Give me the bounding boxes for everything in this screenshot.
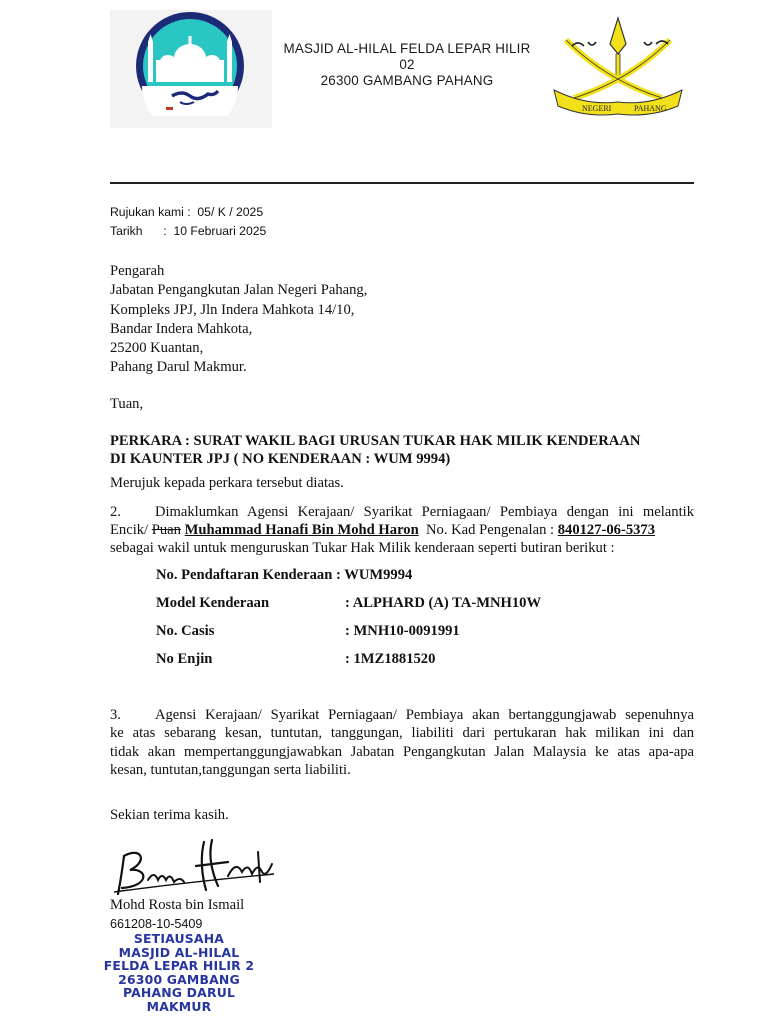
salutation: Tuan, bbox=[110, 396, 144, 412]
vehicle-model-value: : ALPHARD (A) TA-MNH10W bbox=[345, 595, 542, 611]
date-value: 10 Februari 2025 bbox=[173, 224, 267, 238]
stamp-line: 26300 GAMBANG bbox=[118, 971, 240, 987]
subject-line-1: PERKARA : SURAT WAKIL BAGI URUSAN TUKAR HAK MILIK KENDERAAN bbox=[110, 433, 641, 449]
para2-line-3: sebagai wakil untuk menguruskan Tukar Hak Milik kenderaan seperti butiran berikut : bbox=[110, 540, 615, 556]
masjid-letterhead bbox=[274, 41, 540, 89]
paragraph-3 bbox=[110, 706, 694, 779]
vehicle-model-label: Model Kenderaan bbox=[156, 595, 270, 611]
signer-name: Mohd Rosta bin Ismail bbox=[110, 897, 245, 913]
signature-graphic bbox=[108, 836, 280, 900]
stamp-line: MASJID AL-HILAL bbox=[118, 944, 240, 960]
recipient-line: Pengarah bbox=[110, 263, 165, 279]
subject bbox=[110, 432, 640, 468]
ic-number: 840127-06-5373 bbox=[557, 522, 656, 538]
closing: Sekian terima kasih. bbox=[110, 807, 229, 823]
crest-scroll-right: PAHANG bbox=[634, 104, 667, 113]
official-stamp bbox=[94, 931, 264, 1014]
recipient-line: Kompleks JPJ, Jln Indera Mahkota 14/10, bbox=[110, 301, 355, 318]
para3-line-4: kesan, tuntutan,tanggungan serta liabiliti. bbox=[110, 761, 351, 778]
masjid-logo bbox=[110, 10, 272, 128]
chassis-value: : MNH10-0091991 bbox=[345, 623, 460, 639]
recipient-line: 25200 Kuantan, bbox=[110, 340, 204, 357]
para2-number: 2. bbox=[110, 504, 121, 520]
engine-value: : 1MZ1881520 bbox=[345, 651, 436, 667]
recipient-line: Bandar Indera Mahkota, bbox=[110, 320, 253, 337]
intro-text: Merujuk kepada perkara tersebut diatas. bbox=[110, 475, 344, 491]
reference-label: Rujukan kami : bbox=[110, 205, 191, 219]
chassis-label: No. Casis bbox=[156, 623, 215, 639]
ic-label: No. Kad Pengenalan : bbox=[426, 522, 555, 538]
paragraph-2 bbox=[110, 503, 694, 557]
para2-line-1: 2. Dimaklumkan Agensi Kerajaan/ Syarikat Perniagaan/ Pembiaya dengan ini melantik bbox=[110, 504, 694, 520]
recipient-address bbox=[110, 262, 367, 378]
stamp-line: PAHANG DARUL MAKMUR bbox=[122, 985, 236, 1014]
masjid-logo-graphic bbox=[110, 10, 272, 128]
struck-title: Puan bbox=[151, 522, 181, 538]
stamp-line: SETIAUSAHA bbox=[133, 931, 225, 946]
pahang-crest-graphic bbox=[546, 10, 690, 126]
reference-value: 05/ K / 2025 bbox=[197, 205, 264, 219]
recipient-line: Pahang Darul Makmur. bbox=[110, 359, 247, 376]
para2-line-2: Encik/ Puan Muhammad Hanafi Bin Mohd Haron No. Kad Pengenalan : 840127-06-5373 bbox=[110, 522, 656, 538]
para3-line-3: tidak akan mempertanggungjawabkan Jabatan Pengangkutan Jalan Malaysia ke atas apa-apa bbox=[110, 743, 694, 760]
vehicle-registration: No. Pendaftaran Kenderaan : WUM9994 bbox=[156, 567, 413, 583]
reference-line bbox=[110, 205, 263, 219]
date-separator: : bbox=[163, 224, 167, 238]
signature bbox=[108, 836, 280, 900]
pahang-crest bbox=[546, 10, 690, 126]
header-divider bbox=[110, 182, 694, 184]
stamp-line: FELDA LEPAR HILIR 2 bbox=[103, 958, 255, 974]
organization-name: MASJID AL-HILAL FELDA LEPAR HILIR 02 bbox=[283, 41, 531, 72]
appointee-name: Muhammad Hanafi Bin Mohd Haron bbox=[184, 522, 419, 538]
engine-label: No Enjin bbox=[156, 651, 213, 667]
para3-line-1: 3. Agensi Kerajaan/ Syarikat Perniagaan/ Pembiaya akan bertanggungjawab sepenuhnya bbox=[110, 707, 694, 723]
organization-address: 26300 GAMBANG PAHANG bbox=[320, 73, 494, 88]
recipient-line: Jabatan Pengangkutan Jalan Negeri Pahang, bbox=[110, 282, 368, 299]
date-line bbox=[110, 224, 266, 238]
para3-line-2: ke atas sebarang kesan, tuntutan, tanggungan, liabiliti dari pertukaran hak milikan ini dan bbox=[110, 725, 694, 742]
subject-line-2: DI KAUNTER JPJ ( NO KENDERAAN : WUM 9994) bbox=[110, 451, 451, 467]
signer-ic: 661208-10-5409 bbox=[110, 917, 203, 931]
crest-scroll-left: NEGERI bbox=[582, 104, 612, 113]
date-label: Tarikh bbox=[110, 224, 143, 238]
